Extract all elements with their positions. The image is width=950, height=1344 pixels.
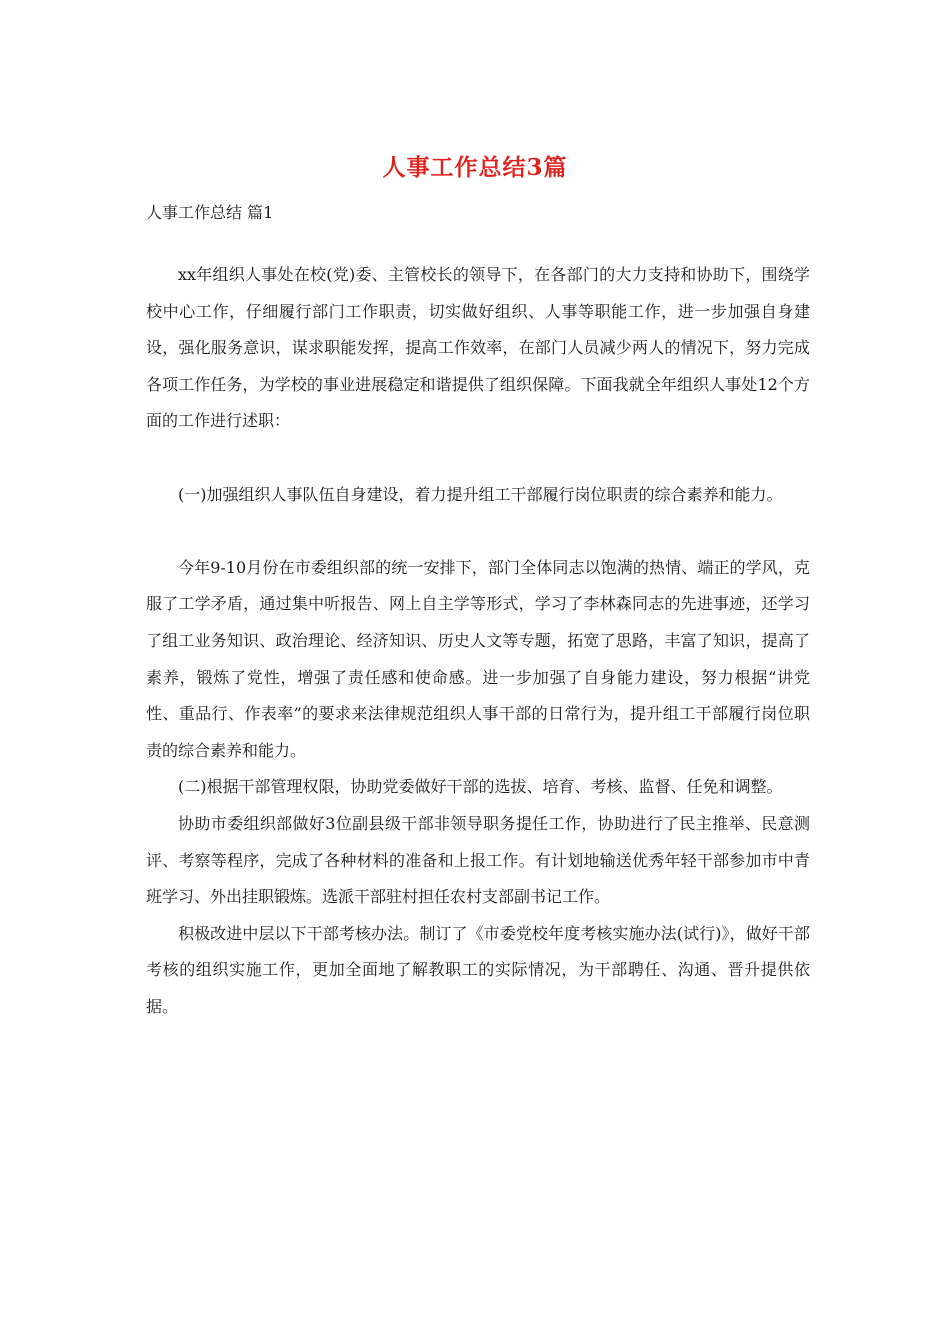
paragraph-item-2-heading: (二)根据干部管理权限，协助党委做好干部的选拔、培育、考核、监督、任免和调整。 bbox=[178, 777, 783, 797]
document-body bbox=[146, 257, 810, 1025]
paragraph-item-1-heading: (一)加强组织人事队伍自身建设，着力提升组工干部履行岗位职责的综合素养和能力。 bbox=[178, 484, 783, 504]
document-title: 人事工作总结3篇 bbox=[382, 154, 568, 181]
paragraph-assessment: 积极改进中层以下干部考核办法。制订了《市委党校年度考核实施办法(试行)》，做好干部考核的组织实施工作，更加全面地了解教职工的实际情况，为干部聘任、沟通、晋升提供依据。 bbox=[146, 923, 810, 1016]
paragraph-intro: xx年组织人事处在校(党)委、主管校长的领导下，在各部门的大力支持和协助下，围绕学校中心工作，仔细履行部门工作职责，切实做好组织、人事等职能工作，进一步加强自身建设，强化服务意识，谋求职能发挥，提高工作效率，在部门人员减少两人的情况下，努力完成各项工作任务，为学校的事业进展稳定和谐提供了组织保障。下面我就全年组织人事处12个方面的工作进行述职： bbox=[146, 265, 810, 431]
paragraph-item-1-body: 今年9-10月份在市委组织部的统一安排下，部门全体同志以饱满的热情、端正的学风，克服了工学矛盾，通过集中听报告、网上自主学等形式，学习了李林森同志的先进事迹，还学习了组工业务知识、政治理论、经济知识、历史人文等专题，拓宽了思路，丰富了知识，提高了素养，锻炼了党性，增强了责任感和使命感。进一步加强了自身能力建设，努力根据“讲党性、重品行、作表率”的要求来法律规范组织人事干部的日常行为，提升组工干部履行岗位职责的综合素养和能力。 bbox=[146, 557, 810, 760]
section-heading: 人事工作总结 篇1 bbox=[146, 203, 274, 222]
paragraph-item-2-body: 协助市委组织部做好3位副县级干部非领导职务提任工作，协助进行了民主推举、民意测评、考察等程序，完成了各种材料的准备和上报工作。有计划地输送优秀年轻干部参加市中青班学习、外出挂职锻炼。选派干部驻村担任农村支部副书记工作。 bbox=[146, 813, 810, 907]
